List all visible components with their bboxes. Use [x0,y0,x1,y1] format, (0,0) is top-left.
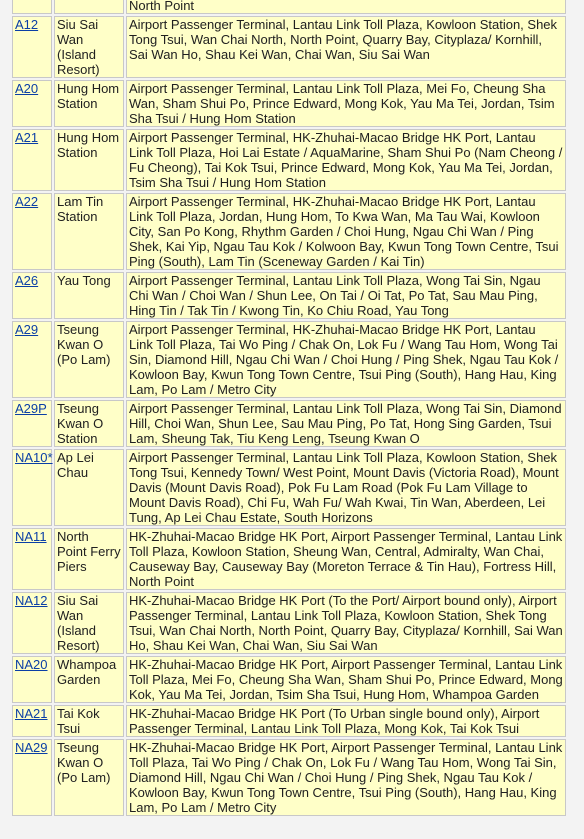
route-cell [12,592,52,654]
route-cell [12,80,52,127]
route-table-body [12,0,566,816]
route-cell [12,272,52,319]
stops-cell: Airport Passenger Terminal, HK-Zhuhai-Macao Bridge HK Port, Lantau Link Toll Plaza, Tai Wo Ping / Chak On, Lok Fu / Wang Tau Hom, Wong Tai Sin, Diamond Hill, Ngau Chi Wan / Choi Hung / Ping Shek, Ngau Tau Kok / Kowloon Bay, Kwun Tong Town Centre, Tsui Ping (South), Hang Hau, King Lam, Po Lam / Metro City [126,321,566,398]
route-link-na21[interactable]: NA21 [15,706,48,721]
destination-cell [54,0,124,14]
table-row [12,528,566,590]
destination-cell: Whampoa Garden [54,656,124,703]
table-row [12,321,566,398]
destination-cell: Hung Hom Station [54,80,124,127]
route-link-a12[interactable]: A12 [15,17,39,32]
route-cell [12,528,52,590]
route-link-a26[interactable]: A26 [15,273,39,288]
destination-cell: Tai Kok Tsui [54,705,124,737]
route-cell [12,193,52,270]
destination-cell: Lam Tin Station [54,193,124,270]
stops-cell: HK-Zhuhai-Macao Bridge HK Port, Airport Passenger Terminal, Lantau Link Toll Plaza, Mei Fo, Cheung Sha Wan, Sham Shui Po, Prince Edward, Mong Kok, Yau Ma Tei, Jordan, Tsim Sha Tsui, Hung Hom, Whampoa Garden [126,656,566,703]
table-row [12,129,566,191]
stops-cell: Airport Passenger Terminal, Lantau Link Toll Plaza, Kowloon Station, Shek Tong Tsui, Kennedy Town/ West Point, Mount Davis (Victoria Road), Mount Davis (Mount Davis Road), Pok Fu Lam Road (Pok Fu Lam Village to Mount Davis Road), Chi Fu, Wah Fu/ Wah Kwai, Tin Wan, Aberdeen, Lei Tung, Ap Lei Chau Estate, South Horizons [126,449,566,526]
route-cell [12,449,52,526]
table-row [12,80,566,127]
route-link-na11[interactable]: NA11 [15,529,47,544]
route-cell [12,705,52,737]
destination-cell: Tseung Kwan O (Po Lam) [54,321,124,398]
destination-cell: Ap Lei Chau [54,449,124,526]
table-row [12,0,566,14]
destination-cell: North Point Ferry Piers [54,528,124,590]
table-row [12,739,566,816]
destination-cell: Siu Sai Wan (Island Resort) [54,16,124,78]
destination-cell: Tseung Kwan O Station [54,400,124,447]
destination-cell: Tseung Kwan O (Po Lam) [54,739,124,816]
stops-cell: Airport Passenger Terminal, HK-Zhuhai-Macao Bridge HK Port, Lantau Link Toll Plaza, Hoi Lai Estate / AquaMarine, Sham Shui Po (Nam Cheong / Fu Cheong), Tai Kok Tsui, Prince Edward, Mong Kok, Yau Ma Tei, Jordan, Tsim Sha Tsui / Hung Hom Station [126,129,566,191]
stops-cell: Airport Passenger Terminal, Lantau Link Toll Plaza, Kowloon Station, Shek Tong Tsui, Wan Chai North, North Point, Quarry Bay, Cityplaza/ Kornhill, Sai Wan Ho, Shau Kei Wan, Chai Wan, Siu Sai Wan [126,16,566,78]
table-row [12,592,566,654]
route-cell [12,400,52,447]
table-row [12,16,566,78]
route-link-na20[interactable]: NA20 [15,657,48,672]
route-cell [12,0,52,14]
route-cell [12,321,52,398]
stops-cell: Airport Passenger Terminal, Lantau Link Toll Plaza, Wong Tai Sin, Diamond Hill, Choi Wan, Shun Lee, Sau Mau Ping, Po Tat, Hong Sing Garden, Tsui Lam, Sheung Tak, Tiu Keng Leng, Tseung Kwan O [126,400,566,447]
destination-cell: Hung Hom Station [54,129,124,191]
table-row [12,272,566,319]
table-row [12,449,566,526]
route-link-a29[interactable]: A29 [15,322,39,337]
destination-cell: Yau Tong [54,272,124,319]
route-link-a29p[interactable]: A29P [15,401,47,416]
route-cell [12,656,52,703]
route-cell [12,739,52,816]
stops-cell: HK-Zhuhai-Macao Bridge HK Port (To the Port/ Airport bound only), Airport Passenger Terminal, Lantau Link Toll Plaza, Kowloon Station, Shek Tong Tsui, Wan Chai North, North Point, Quarry Bay, Cityplaza/ Kornhill, Sai Wan Ho, Shau Kei Wan, Chai Wan, Siu Sai Wan [126,592,566,654]
stops-cell: Airport Passenger Terminal, Lantau Link Toll Plaza, Wong Tai Sin, Ngau Chi Wan / Choi Wan / Shun Lee, On Tai / Oi Tat, Po Tat, Sau Mau Ping, Hing Tin / Tak Tin / Kwong Tin, Ko Chiu Road, Yau Tong [126,272,566,319]
route-link-a20[interactable]: A20 [15,81,39,96]
route-link-a21[interactable]: A21 [15,130,39,145]
table-row [12,400,566,447]
route-link-na29[interactable]: NA29 [15,740,48,755]
stops-cell: North Point [126,0,566,14]
table-row [12,656,566,703]
stops-cell: Airport Passenger Terminal, Lantau Link Toll Plaza, Mei Fo, Cheung Sha Wan, Sham Shui Po, Prince Edward, Mong Kok, Yau Ma Tei, Jordan, Tsim Sha Tsui / Hung Hom Station [126,80,566,127]
route-link-na10[interactable]: NA10* [15,450,53,465]
route-cell [12,129,52,191]
table-row [12,705,566,737]
destination-cell: Siu Sai Wan (Island Resort) [54,592,124,654]
stops-cell: HK-Zhuhai-Macao Bridge HK Port, Airport Passenger Terminal, Lantau Link Toll Plaza, Tai Wo Ping / Chak On, Lok Fu / Wang Tau Hom, Wong Tai Sin, Diamond Hill, Ngau Chi Wan / Choi Hung / Ping Shek, Ngau Tau Kok / Kowloon Bay, Kwun Tong Town Centre, Tsui Ping (South), Hang Hau, King Lam, Po Lam / Metro City [126,739,566,816]
route-table [10,0,568,818]
route-link-a22[interactable]: A22 [15,194,39,209]
stops-cell: HK-Zhuhai-Macao Bridge HK Port, Airport Passenger Terminal, Lantau Link Toll Plaza, Kowloon Station, Sheung Wan, Central, Admiralty, Wan Chai, Causeway Bay, Causeway Bay (Moreton Terrace & Tin Hau), Fortress Hill, North Point [126,528,566,590]
stops-cell: Airport Passenger Terminal, HK-Zhuhai-Macao Bridge HK Port, Lantau Link Toll Plaza, Jordan, Hung Hom, To Kwa Wan, Ma Tau Wai, Kowloon City, San Po Kong, Rhythm Garden / Choi Hung, Ngau Chi Wan / Ping Shek, Kai Yip, Ngau Tau Kok / Kolwoon Bay, Kwun Tong Town Centre, Tsui Ping (South), Lam Tin (Sceneway Garden / Kai Tin) [126,193,566,270]
table-row [12,193,566,270]
route-cell [12,16,52,78]
route-link-na12[interactable]: NA12 [15,593,48,608]
stops-cell: HK-Zhuhai-Macao Bridge HK Port (To Urban single bound only), Airport Passenger Terminal, Lantau Link Toll Plaza, Mong Kok, Tai Kok Tsui [126,705,566,737]
